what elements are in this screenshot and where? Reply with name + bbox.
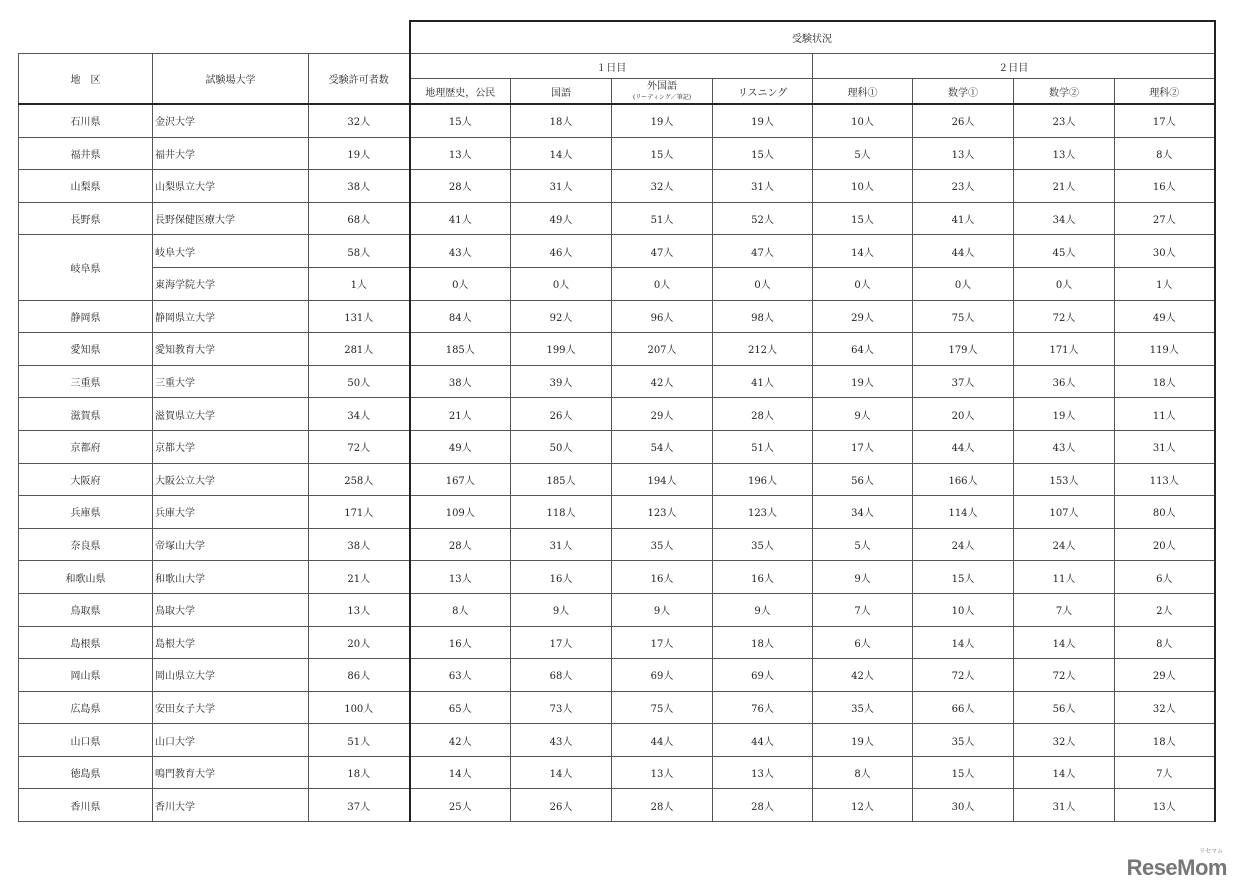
count-cell: 28人	[410, 528, 511, 561]
count-cell: 42人	[612, 365, 713, 398]
count-cell: 19人	[612, 104, 713, 137]
count-cell: 73人	[511, 691, 612, 724]
venue-cell: 山梨県立大学	[153, 170, 309, 203]
count-cell: 35人	[913, 724, 1014, 757]
count-cell: 153人	[1014, 463, 1115, 496]
count-cell: 7人	[813, 593, 913, 626]
count-cell: 13人	[913, 137, 1014, 170]
count-cell: 34人	[813, 496, 913, 529]
count-cell: 9人	[713, 593, 813, 626]
count-cell: 7人	[1014, 593, 1115, 626]
venue-cell: 三重大学	[153, 365, 309, 398]
venue-cell: 山口大学	[153, 724, 309, 757]
permitted-cell: 19人	[309, 137, 410, 170]
region-cell: 愛知県	[19, 333, 153, 366]
count-cell: 35人	[612, 528, 713, 561]
count-cell: 56人	[813, 463, 913, 496]
count-cell: 31人	[511, 528, 612, 561]
count-cell: 0人	[612, 267, 713, 300]
permitted-cell: 51人	[309, 724, 410, 757]
count-cell: 11人	[1115, 398, 1215, 431]
region-cell: 岐阜県	[19, 235, 153, 300]
subject-header: 国語	[511, 79, 612, 105]
count-cell: 5人	[813, 137, 913, 170]
venue-cell: 東海学院大学	[153, 267, 309, 300]
venue-cell: 金沢大学	[153, 104, 309, 137]
permitted-cell: 50人	[309, 365, 410, 398]
table-row	[19, 691, 1215, 724]
count-cell: 7人	[1115, 756, 1215, 789]
count-cell: 69人	[713, 659, 813, 692]
exam-status-header: 受験状況	[410, 21, 1215, 54]
count-cell: 1人	[1115, 267, 1215, 300]
count-cell: 14人	[511, 137, 612, 170]
count-cell: 44人	[913, 235, 1014, 268]
count-cell: 26人	[913, 104, 1014, 137]
venue-cell: 兵庫大学	[153, 496, 309, 529]
count-cell: 9人	[813, 561, 913, 594]
count-cell: 36人	[1014, 365, 1115, 398]
count-cell: 47人	[612, 235, 713, 268]
count-cell: 8人	[1115, 626, 1215, 659]
count-cell: 16人	[713, 561, 813, 594]
count-cell: 199人	[511, 333, 612, 366]
region-cell: 鳥取県	[19, 593, 153, 626]
count-cell: 49人	[1115, 300, 1215, 333]
count-cell: 30人	[1115, 235, 1215, 268]
table-row	[19, 137, 1215, 170]
permitted-cell: 58人	[309, 235, 410, 268]
count-cell: 41人	[913, 202, 1014, 235]
permitted-cell: 37人	[309, 789, 410, 822]
permitted-cell: 171人	[309, 496, 410, 529]
count-cell: 50人	[511, 430, 612, 463]
permitted-cell: 18人	[309, 756, 410, 789]
count-cell: 24人	[913, 528, 1014, 561]
count-cell: 39人	[511, 365, 612, 398]
count-cell: 17人	[612, 626, 713, 659]
count-cell: 13人	[612, 756, 713, 789]
count-cell: 0人	[913, 267, 1014, 300]
count-cell: 65人	[410, 691, 511, 724]
count-cell: 92人	[511, 300, 612, 333]
permitted-cell: 32人	[309, 104, 410, 137]
count-cell: 29人	[1115, 659, 1215, 692]
region-cell: 静岡県	[19, 300, 153, 333]
region-cell: 岡山県	[19, 659, 153, 692]
region-cell: 山口県	[19, 724, 153, 757]
count-cell: 207人	[612, 333, 713, 366]
count-cell: 6人	[1115, 561, 1215, 594]
venue-cell: 鳴門教育大学	[153, 756, 309, 789]
venue-cell: 愛知教育大学	[153, 333, 309, 366]
count-cell: 5人	[813, 528, 913, 561]
count-cell: 21人	[1014, 170, 1115, 203]
table-row	[19, 365, 1215, 398]
count-cell: 196人	[713, 463, 813, 496]
count-cell: 45人	[1014, 235, 1115, 268]
count-cell: 14人	[1014, 756, 1115, 789]
count-cell: 8人	[1115, 137, 1215, 170]
permitted-cell: 21人	[309, 561, 410, 594]
table-row	[19, 235, 1215, 268]
count-cell: 28人	[410, 170, 511, 203]
count-cell: 29人	[813, 300, 913, 333]
count-cell: 13人	[410, 137, 511, 170]
count-cell: 8人	[410, 593, 511, 626]
count-cell: 64人	[813, 333, 913, 366]
resemom-logo	[1127, 848, 1227, 880]
region-cell: 徳島県	[19, 756, 153, 789]
count-cell: 42人	[813, 659, 913, 692]
count-cell: 75人	[612, 691, 713, 724]
count-cell: 41人	[713, 365, 813, 398]
venue-cell: 福井大学	[153, 137, 309, 170]
permitted-cell: 34人	[309, 398, 410, 431]
count-cell: 10人	[813, 170, 913, 203]
venue-cell: 安田女子大学	[153, 691, 309, 724]
table-row	[19, 593, 1215, 626]
permitted-cell: 38人	[309, 170, 410, 203]
count-cell: 76人	[713, 691, 813, 724]
count-cell: 20人	[1115, 528, 1215, 561]
region-cell: 広島県	[19, 691, 153, 724]
count-cell: 44人	[612, 724, 713, 757]
permitted-cell: 20人	[309, 626, 410, 659]
count-cell: 15人	[410, 104, 511, 137]
count-cell: 38人	[410, 365, 511, 398]
count-cell: 18人	[713, 626, 813, 659]
count-cell: 18人	[511, 104, 612, 137]
venue-cell: 岡山県立大学	[153, 659, 309, 692]
count-cell: 11人	[1014, 561, 1115, 594]
count-cell: 31人	[511, 170, 612, 203]
count-cell: 14人	[913, 626, 1014, 659]
count-cell: 13人	[713, 756, 813, 789]
count-cell: 19人	[713, 104, 813, 137]
venue-header: 試験場大学	[153, 54, 309, 105]
venue-cell: 大阪公立大学	[153, 463, 309, 496]
count-cell: 28人	[713, 789, 813, 822]
region-cell: 香川県	[19, 789, 153, 822]
count-cell: 43人	[511, 724, 612, 757]
permitted-cell: 258人	[309, 463, 410, 496]
count-cell: 16人	[612, 561, 713, 594]
count-cell: 123人	[612, 496, 713, 529]
count-cell: 96人	[612, 300, 713, 333]
count-cell: 49人	[511, 202, 612, 235]
table-row	[19, 104, 1215, 137]
permitted-cell: 281人	[309, 333, 410, 366]
count-cell: 32人	[612, 170, 713, 203]
count-cell: 0人	[713, 267, 813, 300]
permitted-cell: 100人	[309, 691, 410, 724]
count-cell: 63人	[410, 659, 511, 692]
count-cell: 32人	[1115, 691, 1215, 724]
count-cell: 35人	[813, 691, 913, 724]
count-cell: 18人	[1115, 724, 1215, 757]
count-cell: 16人	[511, 561, 612, 594]
count-cell: 185人	[511, 463, 612, 496]
table-row	[19, 333, 1215, 366]
exam-status-table	[18, 20, 1216, 822]
count-cell: 66人	[913, 691, 1014, 724]
count-cell: 194人	[612, 463, 713, 496]
count-cell: 14人	[813, 235, 913, 268]
count-cell: 19人	[1014, 398, 1115, 431]
count-cell: 29人	[612, 398, 713, 431]
count-cell: 72人	[913, 659, 1014, 692]
permitted-cell: 13人	[309, 593, 410, 626]
count-cell: 44人	[913, 430, 1014, 463]
table-row	[19, 202, 1215, 235]
subject-header: 数学①	[913, 79, 1014, 105]
count-cell: 114人	[913, 496, 1014, 529]
permitted-cell: 131人	[309, 300, 410, 333]
count-cell: 37人	[913, 365, 1014, 398]
count-cell: 52人	[713, 202, 813, 235]
count-cell: 0人	[1014, 267, 1115, 300]
subject-sublabel: (リーディング／筆記)	[632, 94, 692, 101]
count-cell: 212人	[713, 333, 813, 366]
count-cell: 14人	[410, 756, 511, 789]
count-cell: 72人	[1014, 659, 1115, 692]
count-cell: 14人	[1014, 626, 1115, 659]
region-cell: 長野県	[19, 202, 153, 235]
count-cell: 8人	[813, 756, 913, 789]
region-cell: 石川県	[19, 104, 153, 137]
permitted-header: 受験許可者数	[309, 54, 410, 105]
table-row	[19, 789, 1215, 822]
count-cell: 51人	[713, 430, 813, 463]
count-cell: 118人	[511, 496, 612, 529]
region-header: 地 区	[19, 54, 153, 105]
venue-cell: 鳥取大学	[153, 593, 309, 626]
permitted-cell: 72人	[309, 430, 410, 463]
table-row	[19, 267, 1215, 300]
count-cell: 2人	[1115, 593, 1215, 626]
table-row	[19, 528, 1215, 561]
table-row	[19, 398, 1215, 431]
count-cell: 20人	[913, 398, 1014, 431]
day2-header: ２日目	[813, 54, 1215, 79]
count-cell: 23人	[1014, 104, 1115, 137]
count-cell: 6人	[813, 626, 913, 659]
subject-header: 理科②	[1115, 79, 1215, 105]
count-cell: 51人	[612, 202, 713, 235]
count-cell: 28人	[713, 398, 813, 431]
venue-cell: 和歌山大学	[153, 561, 309, 594]
count-cell: 12人	[813, 789, 913, 822]
count-cell: 17人	[511, 626, 612, 659]
count-cell: 31人	[1014, 789, 1115, 822]
subject-header: 理科①	[813, 79, 913, 105]
count-cell: 84人	[410, 300, 511, 333]
count-cell: 15人	[713, 137, 813, 170]
region-cell: 奈良県	[19, 528, 153, 561]
venue-cell: 滋賀県立大学	[153, 398, 309, 431]
subject-header: リスニング	[713, 79, 813, 105]
count-cell: 13人	[1115, 789, 1215, 822]
table-row	[19, 561, 1215, 594]
count-cell: 9人	[511, 593, 612, 626]
table-row	[19, 756, 1215, 789]
region-cell: 島根県	[19, 626, 153, 659]
table-body	[19, 104, 1215, 822]
count-cell: 75人	[913, 300, 1014, 333]
table-row	[19, 170, 1215, 203]
venue-cell: 長野保健医療大学	[153, 202, 309, 235]
region-cell: 山梨県	[19, 170, 153, 203]
region-cell: 和歌山県	[19, 561, 153, 594]
count-cell: 123人	[713, 496, 813, 529]
region-cell: 福井県	[19, 137, 153, 170]
count-cell: 14人	[511, 756, 612, 789]
count-cell: 30人	[913, 789, 1014, 822]
count-cell: 47人	[713, 235, 813, 268]
subject-label: 外国語	[647, 81, 677, 92]
subject-header	[612, 79, 713, 105]
count-cell: 28人	[612, 789, 713, 822]
count-cell: 119人	[1115, 333, 1215, 366]
count-cell: 185人	[410, 333, 511, 366]
logo-ruby: リセマム	[1199, 849, 1223, 855]
count-cell: 16人	[1115, 170, 1215, 203]
region-cell: 大阪府	[19, 463, 153, 496]
count-cell: 19人	[813, 365, 913, 398]
count-cell: 80人	[1115, 496, 1215, 529]
count-cell: 18人	[1115, 365, 1215, 398]
count-cell: 23人	[913, 170, 1014, 203]
count-cell: 15人	[612, 137, 713, 170]
venue-cell: 岐阜大学	[153, 235, 309, 268]
count-cell: 26人	[511, 789, 612, 822]
count-cell: 0人	[813, 267, 913, 300]
region-cell: 兵庫県	[19, 496, 153, 529]
permitted-cell: 1人	[309, 267, 410, 300]
table-row	[19, 496, 1215, 529]
region-cell: 三重県	[19, 365, 153, 398]
count-cell: 107人	[1014, 496, 1115, 529]
venue-cell: 帝塚山大学	[153, 528, 309, 561]
count-cell: 32人	[1014, 724, 1115, 757]
count-cell: 43人	[410, 235, 511, 268]
count-cell: 56人	[1014, 691, 1115, 724]
count-cell: 41人	[410, 202, 511, 235]
count-cell: 31人	[713, 170, 813, 203]
count-cell: 46人	[511, 235, 612, 268]
venue-cell: 香川大学	[153, 789, 309, 822]
permitted-cell: 38人	[309, 528, 410, 561]
count-cell: 26人	[511, 398, 612, 431]
count-cell: 19人	[813, 724, 913, 757]
permitted-cell: 68人	[309, 202, 410, 235]
count-cell: 13人	[1014, 137, 1115, 170]
count-cell: 42人	[410, 724, 511, 757]
count-cell: 21人	[410, 398, 511, 431]
count-cell: 167人	[410, 463, 511, 496]
table-row	[19, 300, 1215, 333]
count-cell: 113人	[1115, 463, 1215, 496]
region-cell: 京都府	[19, 430, 153, 463]
count-cell: 17人	[1115, 104, 1215, 137]
count-cell: 43人	[1014, 430, 1115, 463]
count-cell: 13人	[410, 561, 511, 594]
count-cell: 0人	[511, 267, 612, 300]
count-cell: 68人	[511, 659, 612, 692]
permitted-cell: 86人	[309, 659, 410, 692]
table-row	[19, 430, 1215, 463]
count-cell: 72人	[1014, 300, 1115, 333]
count-cell: 10人	[913, 593, 1014, 626]
region-cell: 滋賀県	[19, 398, 153, 431]
count-cell: 44人	[713, 724, 813, 757]
count-cell: 98人	[713, 300, 813, 333]
count-cell: 0人	[410, 267, 511, 300]
table-row	[19, 659, 1215, 692]
subject-header: 地理歴史，公民	[410, 79, 511, 105]
count-cell: 25人	[410, 789, 511, 822]
count-cell: 34人	[1014, 202, 1115, 235]
count-cell: 24人	[1014, 528, 1115, 561]
count-cell: 27人	[1115, 202, 1215, 235]
count-cell: 171人	[1014, 333, 1115, 366]
day1-header: １日目	[410, 54, 813, 79]
venue-cell: 静岡県立大学	[153, 300, 309, 333]
count-cell: 69人	[612, 659, 713, 692]
count-cell: 15人	[913, 561, 1014, 594]
table-row	[19, 463, 1215, 496]
count-cell: 17人	[813, 430, 913, 463]
subject-header: 数学②	[1014, 79, 1115, 105]
count-cell: 35人	[713, 528, 813, 561]
count-cell: 179人	[913, 333, 1014, 366]
count-cell: 15人	[913, 756, 1014, 789]
count-cell: 9人	[813, 398, 913, 431]
count-cell: 49人	[410, 430, 511, 463]
count-cell: 16人	[410, 626, 511, 659]
venue-cell: 京都大学	[153, 430, 309, 463]
logo-text: ReseMom	[1126, 855, 1227, 880]
count-cell: 10人	[813, 104, 913, 137]
table-row	[19, 724, 1215, 757]
count-cell: 15人	[813, 202, 913, 235]
count-cell: 31人	[1115, 430, 1215, 463]
count-cell: 166人	[913, 463, 1014, 496]
count-cell: 54人	[612, 430, 713, 463]
count-cell: 9人	[612, 593, 713, 626]
count-cell: 109人	[410, 496, 511, 529]
venue-cell: 島根大学	[153, 626, 309, 659]
table-row	[19, 626, 1215, 659]
